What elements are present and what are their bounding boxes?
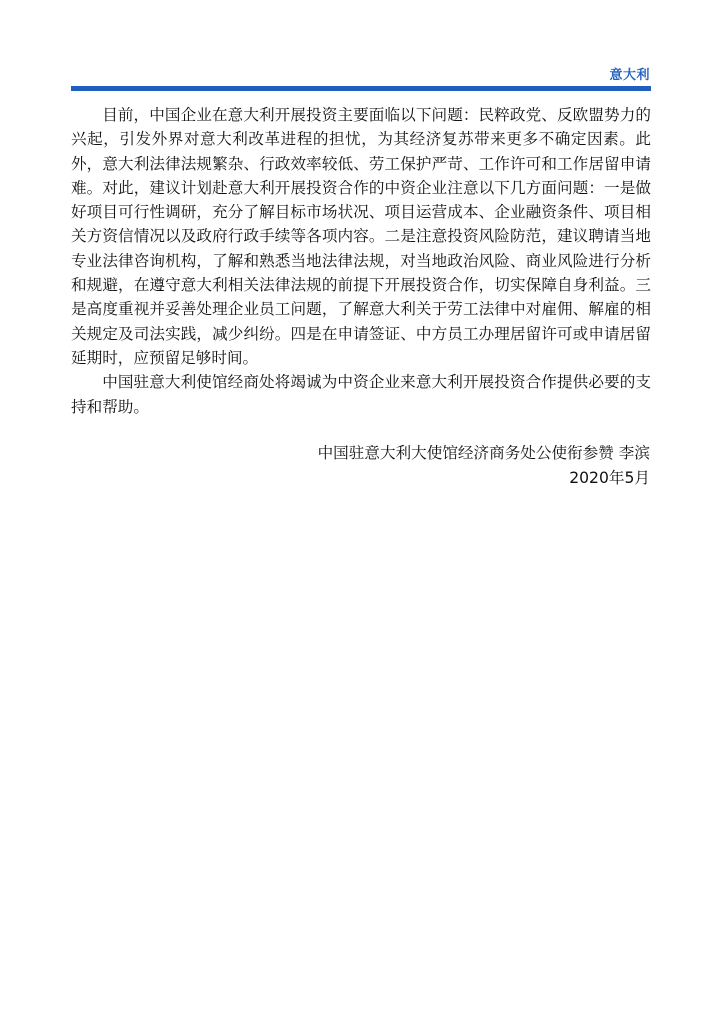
header-divider (71, 86, 651, 91)
paragraph-support: 中国驻意大利使馆经商处将竭诚为中资企业来意大利开展投资合作提供必要的支持和帮助。 (71, 373, 651, 416)
header-country-label: 意大利 (609, 68, 650, 83)
body-text (71, 103, 651, 419)
signature-block (318, 441, 650, 490)
signature-date: 2020年5月 (569, 468, 650, 487)
paragraph-issues-advice: 目前，中国企业在意大利开展投资主要面临以下问题：民粹政党、反欧盟势力的兴起，引发外界对意大利改革进程的担忧，为其经济复苏带来更多不确定因素。此外，意大利法律法规繁杂、行政效率较低、劳工保护严苛、工作许可和工作居留申请难。对此，建议计划赴意大利开展投资合作的中资企业注意以下几方面问题：一是做好项目可行性调研，充分了解目标市场状况、项目运营成本、企业融资条件、项目相关方资信情况以及政府行政手续等各项内容。二是注意投资风险防范，建议聘请当地专业法律咨询机构，了解和熟悉当地法律法规，对当地政治风险、商业风险进行分析和规避，在遵守意大利相关法律法规的前提下开展投资合作，切实保障自身利益。三是高度重视并妥善处理企业员工问题，了解意大利关于劳工法律中对雇佣、解雇的相关规定及司法实践，减少纠纷。四是在申请签证、中方员工办理居留许可或申请居留延期时，应预留足够时间。 (71, 106, 651, 367)
signature-author: 中国驻意大利大使馆经济商务处公使衔参赞 李滨 (317, 444, 650, 462)
